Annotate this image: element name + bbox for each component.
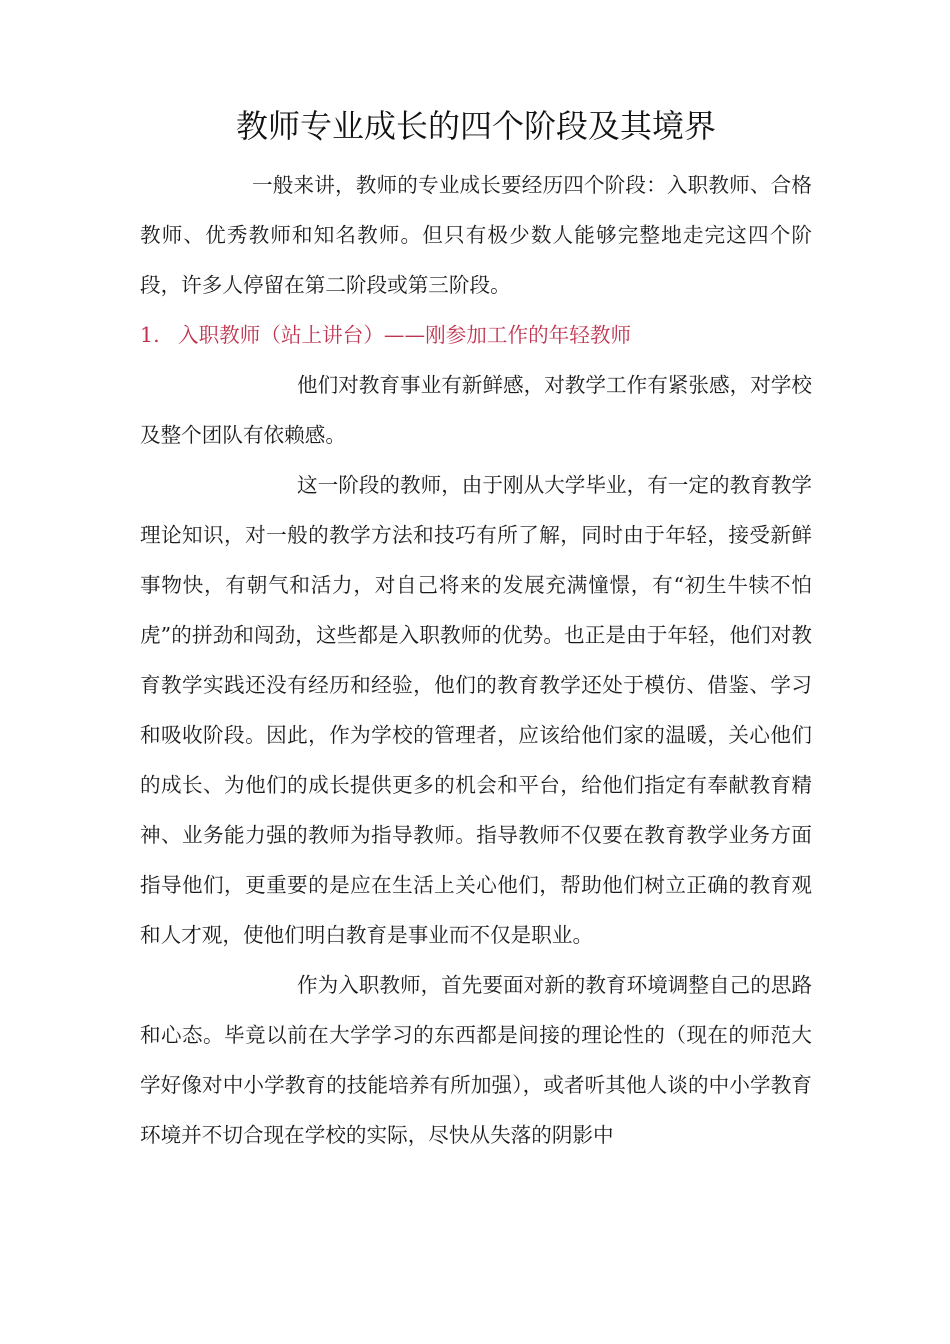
document-page — [140, 98, 812, 1160]
section-1-heading — [140, 310, 812, 360]
section-1-number: 1. — [140, 323, 160, 347]
section-1-paragraph-3: 作为入职教师，首先要面对新的教育环境调整自己的思路和心态。毕竟以前在大学学习的东西都是间接的理论性的（现在的师范大学好像对中小学教育的技能培养有所加强），或者听其他人谈的中小学教育环境并不切合现在学校的实际，尽快从失落的阴影中 — [140, 973, 812, 1147]
document-title: 教师专业成长的四个阶段及其境界 — [235, 107, 716, 145]
section-1-heading-text: 入职教师（站上讲台）——刚参加工作的年轻教师 — [178, 323, 632, 347]
section-1-paragraph-1: 他们对教育事业有新鲜感，对教学工作有紧张感，对学校及整个团队有依赖感。 — [140, 373, 812, 447]
intro-paragraph: 一般来讲，教师的专业成长要经历四个阶段：入职教师、合格教师、优秀教师和知名教师。但只有极少数人能够完整地走完这四个阶段，许多人停留在第二阶段或第三阶段。 — [140, 173, 812, 297]
section-1-paragraph-2: 这一阶段的教师，由于刚从大学毕业，有一定的教育教学理论知识，对一般的教学方法和技巧有所了解，同时由于年轻，接受新鲜事物快，有朝气和活力，对自己将来的发展充满憧憬，有“初生牛犊不怕虎”的拼劲和闯劲，这些都是入职教师的优势。也正是由于年轻，他们对教育教学实践还没有经历和经验，他们的教育教学还处于模仿、借鉴、学习和吸收阶段。因此，作为学校的管理者，应该给他们家的温暖，关心他们的成长、为他们的成长提供更多的机会和平台，给他们指定有奉献教育精神、业务能力强的教师为指导教师。指导教师不仅要在教育教学业务方面指导他们，更重要的是应在生活上关心他们，帮助他们树立正确的教育观和人才观，使他们明白教育是事业而不仅是职业。 — [140, 473, 812, 947]
